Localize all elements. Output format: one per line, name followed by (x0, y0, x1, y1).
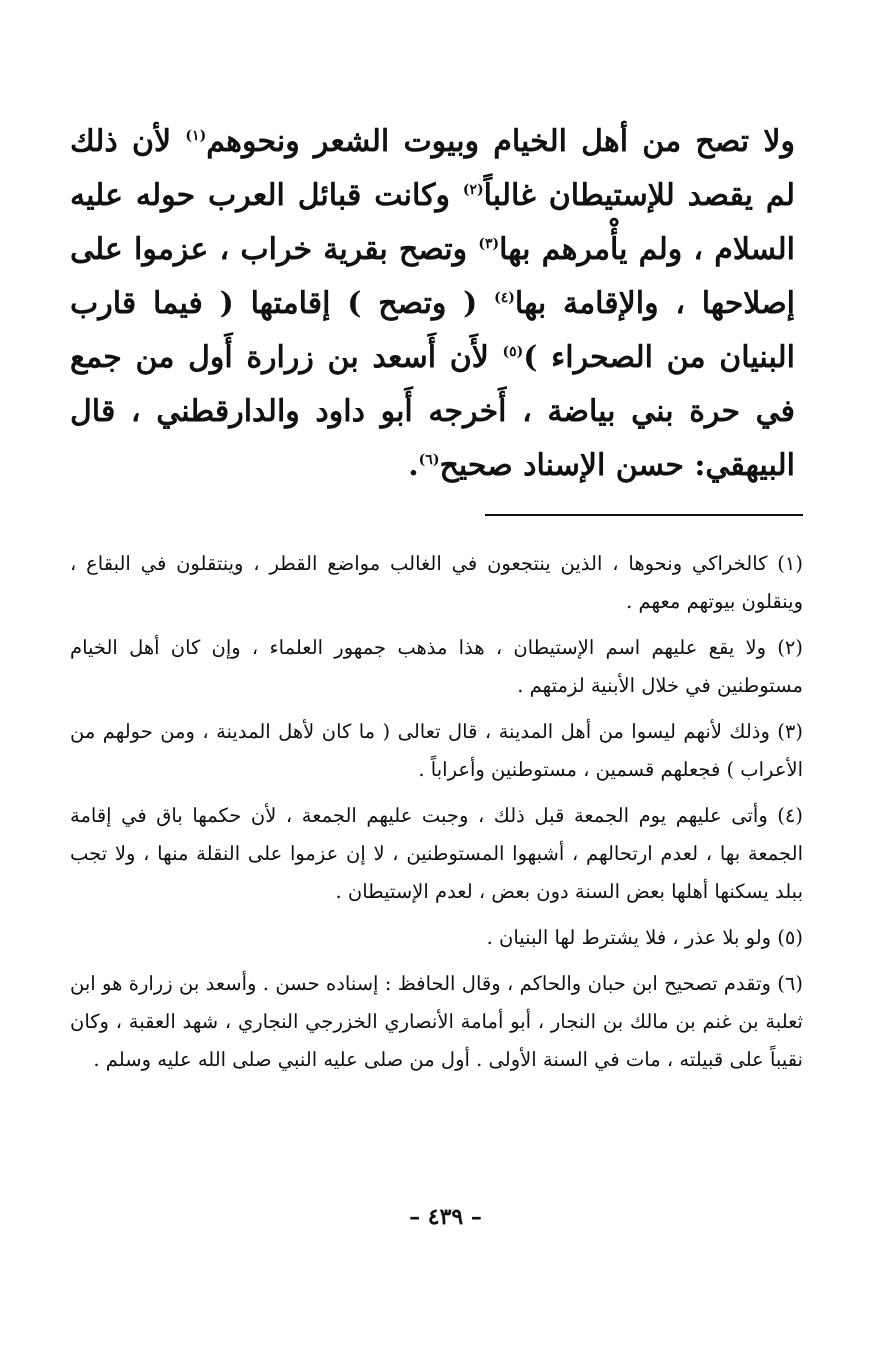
footnotes (70, 545, 803, 1087)
footnote-ref-5: (٥) (502, 344, 524, 360)
main-text-segment: ولا تصح من أهل الخيام وبيوت الشعر ونحوهم (206, 124, 796, 159)
footnote-ref-6: (٦) (418, 452, 440, 468)
footnote-6: (٦) وتقدم تصحيح ابن حبان والحاكم ، وقال الحافظ : إسناده حسن . وأسعد بن زرارة هو ابن ثعلبة بن غنم بن مالك بن النجار ، أبو أمامة الأنصاري الخزرجي النجاري ، شهد العقبة ، وكان نقيباً على قبيلته ، مات في السنة الأولى . أول من صلى عليه النبي صلى الله عليه وسلم . (70, 972, 803, 1071)
footnote-1: (١) كالخراكي ونحوها ، الذين ينتجعون في الغالب مواضع القطر ، وينتقلون في البقاع ، وينقلون بيوتهم معهم . (70, 552, 803, 613)
main-text-segment: ( وتصح ) إقامتها ( فيما قارب البنيان من الصحراء ) (70, 286, 795, 375)
footnote-ref-3: (٣) (478, 236, 500, 252)
footnote-ref-2: (٢) (462, 182, 484, 198)
footnote-4: (٤) وأتى عليهم يوم الجمعة قبل ذلك ، وجبت عليهم الجمعة ، لأن حكمها باق في إقامة الجمعة بها ، لعدم ارتحالهم ، أشبهوا المستوطنين ، لا إن عزموا على النقلة منها ، ولا تجب ببلد يسكنها أهلها بعض السنة دون بعض ، لعدم الإستيطان . (70, 804, 803, 903)
page-number: – ٤٣٩ – (409, 1204, 482, 1230)
main-text (70, 115, 795, 493)
footnote-ref-1: (١) (185, 128, 207, 144)
main-text-segment: لأَن أَسعد بن زرارة أَول من جمع في حرة بني بياضة ، أَخرجه أَبو داود والدارقطني ، قال البيهقي: حسن الإسناد صحيح (70, 340, 795, 483)
footnote-2: (٢) ولا يقع عليهم اسم الإستيطان ، هذا مذهب جمهور العلماء ، وإن كان أهل الخيام مستوطنين في خلال الأبنية لزمتهم . (70, 636, 803, 697)
main-text-segment: . (408, 448, 419, 483)
footnote-3: (٣) وذلك لأنهم ليسوا من أهل المدينة ، قال تعالى ( ما كان لأهل المدينة ، ومن حولهم من الأعراب ) فجعلهم قسمين ، مستوطنين وأعراباً . (70, 720, 803, 781)
footnote-separator (485, 514, 803, 516)
main-text-segment: وكانت قبائل العرب حوله عليه السلام ، ولم يأْمرهم بها (70, 178, 796, 267)
footnote-ref-4: (٤) (494, 290, 515, 306)
main-text-segment: لأن ذلك لم يقصد للإستيطان غالباً (70, 124, 795, 213)
main-text-segment: وتصح بقرية خراب ، عزموا على إصلاحها ، والإقامة بها (70, 232, 795, 321)
footnote-5: (٥) ولو بلا عذر ، فلا يشترط لها البنيان . (486, 926, 803, 949)
